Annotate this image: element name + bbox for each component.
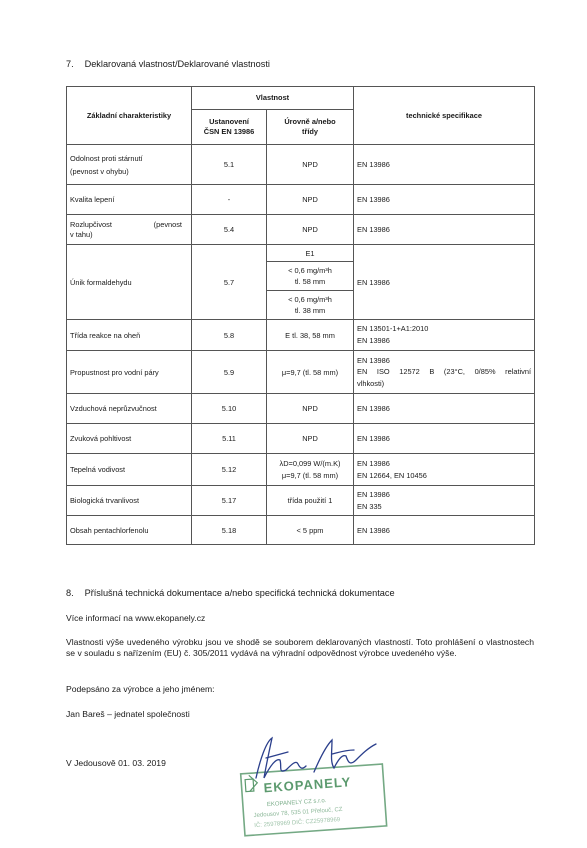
cell-characteristic: Třída reakce na oheň [67, 320, 192, 351]
cell-spec: EN 13986 EN 12664, EN 10456 [354, 454, 535, 486]
cell-clause: 5.18 [192, 516, 267, 545]
stamp-line-2: Jedousov 78, 535 01 Přelouč, CZ [253, 806, 343, 820]
table-row [67, 351, 535, 394]
cell-spec: EN 13986 [354, 516, 535, 545]
cell-level-38mm: < 0,6 mg/m³h tl. 38 mm [267, 291, 354, 320]
header-provision: Ustanovení ČSN EN 13986 [192, 110, 267, 145]
cell-clause: 5.8 [192, 320, 267, 351]
table-row [67, 185, 535, 215]
cell-level: NPD [267, 424, 354, 454]
conformity-statement: Vlastnosti výše uvedeného výrobku jsou ve shodě se souborem deklarovaných vlastností. Toto prohlášení o vlastnostech se v souladu s nařízením (EU) č. 305/2011 vydává na výhradní odpovědnost výrobce uvedeného výše. [66, 637, 534, 659]
table-row [67, 245, 535, 262]
header-tech-spec: technické specifikace [354, 87, 535, 145]
cell-characteristic: Zvuková pohltivost [67, 424, 192, 454]
cell-clause: 5.4 [192, 215, 267, 245]
cell-spec: EN 13986 EN 335 [354, 486, 535, 516]
table-row [67, 486, 535, 516]
cell-clause: 5.10 [192, 394, 267, 424]
cell-spec: EN 13986 [354, 424, 535, 454]
cell-level: NPD [267, 394, 354, 424]
cell-clause: 5.12 [192, 454, 267, 486]
cell-level: μ=9,7 (tl. 58 mm) [267, 351, 354, 394]
section-8-title: Příslušná technická dokumentace a/nebo specifická technická dokumentace [84, 588, 395, 598]
table-row [67, 454, 535, 486]
section-7-number: 7. [66, 59, 74, 69]
stamp-brand: EKOPANELY [263, 774, 352, 796]
cell-level: < 5 ppm [267, 516, 354, 545]
header-level: Úrovně a/nebo třídy [267, 110, 354, 145]
table-row [67, 394, 535, 424]
cell-level: NPD [267, 145, 354, 185]
cell-spec: EN 13986 [354, 245, 535, 320]
place-and-date: V Jedousově 01. 03. 2019 [66, 758, 166, 768]
cell-clause: 5.17 [192, 486, 267, 516]
header-basic-characteristics: Základní charakteristiky [67, 87, 192, 145]
table-row [67, 516, 535, 545]
cell-clause: - [192, 185, 267, 215]
company-stamp [236, 730, 416, 840]
properties-table [66, 86, 535, 545]
cell-spec: EN 13986 [354, 394, 535, 424]
stamp-line-1: EKOPANELY CZ s.r.o. [266, 798, 327, 809]
cell-level: třída použití 1 [267, 486, 354, 516]
cell-level: NPD [267, 185, 354, 215]
more-info-text: Více informací na www.ekopanely.cz [66, 613, 206, 623]
cell-level: NPD [267, 215, 354, 245]
section-7-title: Deklarovaná vlastnost/Deklarované vlastnosti [84, 59, 270, 69]
cell-characteristic: Tepelná vodivost [67, 454, 192, 486]
cell-characteristic: Obsah pentachlorfenolu [67, 516, 192, 545]
cell-level-58mm: < 0,6 mg/m³h tl. 58 mm [267, 262, 354, 291]
cell-characteristic: Biologická trvanlivost [67, 486, 192, 516]
section-7-heading [66, 59, 270, 69]
cell-spec: EN 13986 [354, 215, 535, 245]
signatory-name: Jan Bareš – jednatel společnosti [66, 709, 190, 719]
signed-for-label: Podepsáno za výrobce a jeho jménem: [66, 684, 215, 694]
table-row [67, 215, 535, 245]
stamp-line-3: IČ: 25978969 DIČ: CZ25978969 [254, 817, 341, 830]
signature-and-stamp [236, 730, 416, 840]
table-row [67, 424, 535, 454]
cell-clause: 5.1 [192, 145, 267, 185]
table-row [67, 145, 535, 185]
cell-characteristic: Vzduchová neprůzvučnost [67, 394, 192, 424]
table-row [67, 320, 535, 351]
cell-level: E tl. 38, 58 mm [267, 320, 354, 351]
cell-characteristic: Odolnost proti stárnutí (pevnost v ohybu) [67, 145, 192, 185]
cell-clause: 5.11 [192, 424, 267, 454]
header-property: Vlastnost [192, 87, 354, 110]
cell-level-e1: E1 [267, 245, 354, 262]
cell-spec: EN 13501-1+A1:2010 EN 13986 [354, 320, 535, 351]
cell-level: λD=0,099 W/(m.K) μ=9,7 (tl. 58 mm) [267, 454, 354, 486]
cell-spec: EN 13986 [354, 145, 535, 185]
cell-spec: EN 13986 [354, 185, 535, 215]
cell-characteristic: Únik formaldehydu [67, 245, 192, 320]
cell-characteristic: Propustnost pro vodní páry [67, 351, 192, 394]
section-8-number: 8. [66, 588, 74, 598]
cell-spec: EN 13986 EN ISO 12572 B (23°C, 0/85% relativní vlhkosti) [354, 351, 535, 394]
section-8-heading [66, 588, 395, 598]
cell-characteristic: Rozlupčivost (pevnost v tahu) [67, 215, 192, 245]
cell-characteristic: Kvalita lepení [67, 185, 192, 215]
cell-clause: 5.7 [192, 245, 267, 320]
cell-clause: 5.9 [192, 351, 267, 394]
